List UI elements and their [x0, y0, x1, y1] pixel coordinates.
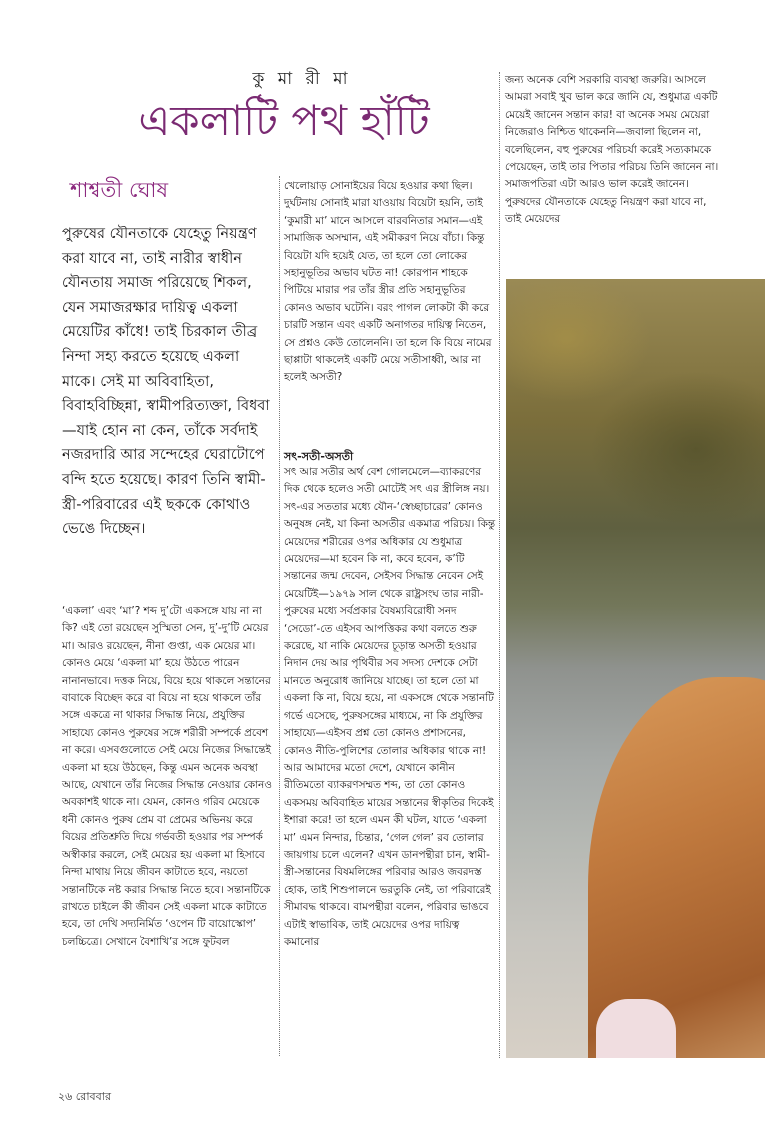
photo-shirt — [596, 999, 676, 1058]
body-column-2-continued: সৎ আর সতীর অর্থ বেশ গোলমেলে—ব্যাকরণের দিক থেকে হলেও সতী মোটেই সৎ এর স্ত্রীলিঙ্গ নয়। সৎ-এর সততার মধ্যে যৌন-‘স্বেচ্ছাচারের’ কোনও অনুষঙ্গ নেই, যা কিনা অসতীর একমাত্র পরিচয়। কিন্তু মেয়েদের শরীরের ওপর অধিকার যে শুধুমাত্র মেয়েদের—মা হবেন কি না, কবে হবেন, ক’টি সন্তানের জন্ম দেবেন, সেইসব সিদ্ধান্ত নেবেন সেই মেয়েটিই—১৯৭৯ সাল থেকে রাষ্ট্রসংঘ তার নারী-পুরুষের মধ্যে সর্বপ্রকার বৈষম্যবিরোধী সনদ ‘সেডো’-তে এইসব আপত্তিকর কথা বলতে শুরু করেছে, যা নাকি মেয়েদের চূড়ান্ত অসতী হওয়ার নিদান দেয় আর পৃথিবীর সব সদস্য দেশকে সেটা মানতে অনুরোধ জানিয়ে যাচ্ছে। তা হলে তো মা একলা কি না, বিয়ে হয়ে, না একসঙ্গে থেকে সন্তানটি গর্ভে এসেছে, পুরুষসঙ্গের মাধ্যমে, না কি প্রযুক্তির সাহায্যে—এইসব প্রশ্ন তো কোনও প্রশাসনের, কোনও নীতি-পুলিশের তোলার অধিকার থাকে না! আর আমাদের মতো দেশে, যেখানে কানীন রীতিমতো ব্যাকরণসম্মত শব্দ, তা তো কোনও একসময় অবিবাহিত মায়ের সন্তানের স্বীকৃতির দিকেই ইশারা করে! তা হলে এমন কী ঘটল, যাতে ‘একলা মা’ এমন নিন্দার, চিন্তার, ‘গেল গেল’ রব তোলার জায়গায় চলে এলেন? এখন ডানপন্থীরা চান, স্বামী-স্ত্রী-সন্তানের বিষমলিঙ্গের পরিবার আরও জবরদস্ত হোক, তাই শিশুপালনে ভরতুকি নেই, তা পরিবারেই সীমাবদ্ধ থাকবে। বামপন্থীরা বলেন, পরিবার ভাঙবে এটাই স্বাভাবিক, তাই মেয়েদের ওপর দায়িত্ব কমানোর — [284, 466, 496, 948]
column-rule-right — [499, 72, 500, 1058]
column-rule-left — [279, 176, 280, 1056]
author-byline: শাশ্বতী ঘোষ — [70, 178, 169, 202]
article-photo — [506, 279, 765, 1058]
body-column-1: ‘একলা’ এবং ‘মা’? শব্দ দু’টো একসঙ্গে যায় না না কি? এই তো রয়েছেন সুস্মিতা সেন, দু’-দু’টি মেয়ের মা। আরও রয়েছেন, নীনা গুপ্তা, এক মেয়ের মা। কোনও মেয়ে ‘একলা মা’ হয়ে উঠতে পারেন নানানভাবে। দত্তক নিয়ে, বিয়ে হয়ে থাকলে সন্তানের বাবাকে বিচ্ছেদ করে বা বিয়ে না হয়ে থাকলে তাঁর সঙ্গে একত্রে না থাকার সিদ্ধান্ত নিয়ে, প্রযুক্তির সাহায্যে কোনও পুরুষের সঙ্গে শরীরী সম্পর্কে প্রবেশ না করে। এসবগুলোতে সেই মেয়ে নিজের সিদ্ধান্তেই একলা মা হয়ে উঠছেন, কিন্তু এমন অনেক অবস্থা আছে, যেখানে তাঁর নিজের সিদ্ধান্ত নেওয়ার কোনও অবকাশই থাকে না। যেমন, কোনও গরিব মেয়েকে ধনী কোনও পুরুষ প্রেম বা প্রেমের অভিনয় করে বিয়ের প্রতিশ্রুতি দিয়ে গর্ভবতী হওয়ার পর সম্পর্ক অস্বীকার করলে, সেই মেয়ের হয় একলা মা হিসাবে নিন্দা মাথায় নিয়ে জীবন কাটাতে হবে, নয়তো সন্তানটিকে নষ্ট করার সিদ্ধান্ত নিতে হবে। সন্তানটিকে রাখতে চাইলে কী জীবন সেই একলা মাকে কাটাতে হবে, তা দেখি সদ্যনির্মিত ‘ওপেন টি বায়োস্কোপ’ চলচ্চিত্রে। সেখানে বৈশাখি’র সঙ্গে ফুটবল — [62, 605, 272, 948]
body-column-2: খেলোয়াড় সোনাইয়ের বিয়ে হওয়ার কথা ছিল। দুর্ঘটনায় সোনাই মারা যাওয়ায় বিয়েটা হয়নি, তাই ‘কুমারী মা’ মানে আসলে বারবনিতার সমান—এই সামাজিক অসম্মান, এই সমীকরণ নিয়ে বাঁচা। কিন্তু বিয়েটা যদি হয়েই যেত, তা হলে তো লোকের সহানুভূতির অভাব ঘটত না! কোরপান শাহকে পিটিয়ে মারার পর তাঁর স্ত্রীর প্রতি সহানুভূতির কোনও অভাব ঘটেনি। বরং পাগল লোকটা কী করে চারটি সন্তান এবং একটি অনাগতর দায়িত্ব নিতেন, সে প্রশ্নও কেউ তোলেননি। তা হলে কি বিয়ে নামের ছাপ্পাটা থাকলেই একটি মেয়ে সতীসাধ্বী, আর না হলেই অসতী? — [284, 180, 492, 384]
kicker: কু মা রী মা — [252, 69, 352, 89]
page-folio: ২৬ রোববার — [58, 1090, 111, 1103]
subheading: সৎ-সতী-অসতী — [284, 450, 354, 463]
body-column-3: জন্য অনেক বেশি সরকারি ব্যবস্থা জরুরি। আসলে আমরা সবাই খুব ভাল করে জানি যে, শুধুমাত্র একটি মেয়েই জানেন সন্তান কার! বা অনেক সময় মেয়েরা নিজেরাও নিশ্চিত থাকেননি—জবালা ছিলেন না, বলেছিলেন, বহু পুরুষের পরিচর্যা করেই সত্যকামকে পেয়েছেন, তাই তার পিতার পরিচয় তিনি জানেন না। সমাজপতিরা এটা আরও ভাল করেই জানেন। পুরুষদের যৌনতাকে যেহেতু নিয়ন্ত্রণ করা যাবে না, তাই মেয়েদের — [505, 74, 719, 226]
lead-paragraph: পুরুষের যৌনতাকে যেহেতু নিয়ন্ত্রণ করা যাবে না, তাই নারীর স্বাধীন যৌনতায় সমাজ পরিয়েছে শিকল, যেন সমাজরক্ষার দায়িত্ব একলা মেয়েটির কাঁধে! তাই চিরকাল তীব্র নিন্দা সহ্য করতে হয়েছে একলা মাকে। সেই মা অবিবাহিতা, বিবাহবিচ্ছিন্না, স্বামীপরিত্যক্তা, বিধবা—যাই হোন না কেন, তাঁকে সর্বদাই নজরদারি আর সন্দেহের ঘেরাটোপে বন্দি হতে হয়েছে। কারণ তিনি স্বামী-স্ত্রী-পরিবারের এই ছককে কোথাও ভেঙে দিচ্ছেন। — [62, 225, 270, 538]
photo-trees — [506, 279, 765, 579]
headline: একলাটি পথ হাঁটি — [138, 96, 430, 145]
